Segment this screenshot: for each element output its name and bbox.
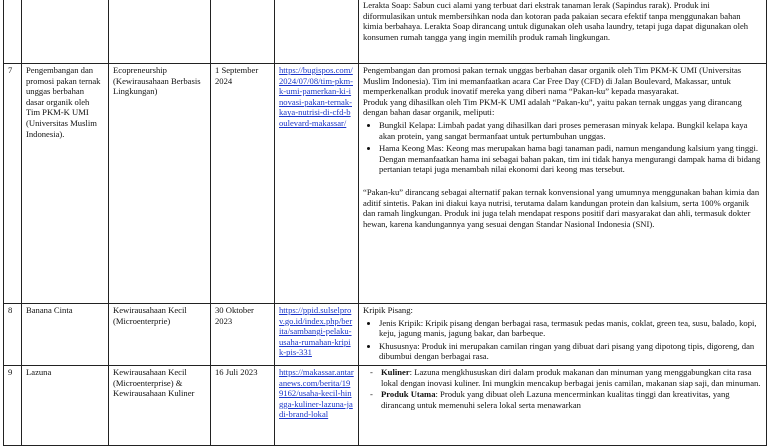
cell-description: [359, 304, 767, 366]
list-item: [381, 367, 762, 388]
bullet-list: [363, 120, 762, 175]
bullet-list: [363, 318, 762, 362]
cell-category: Kewirausahaan Kecil (Microenterprise) & Kewirausahaan Kuliner: [109, 366, 211, 446]
description-intro: Kripik Pisang:: [363, 305, 413, 315]
table-row: [4, 366, 767, 446]
item-heading: Kuliner: [381, 367, 410, 377]
list-item: • Jenis Kripik: Kripik pisang dengan berbagai rasa, termasuk pedas manis, coklat, green tea, susu, balado, kopi, keju, jagung manis, jagung bakar, dan barbeque.: [379, 318, 762, 339]
item-heading: Produk Utama: [381, 389, 436, 400]
list-item: • Bungkil Kelapa: Limbah padat yang dihasilkan dari proses pemerasan minyak kelapa. Bungkil kelapa kaya akan protein, yang sangat bermanfaat untuk pertumbuhan unggas.: [379, 120, 762, 141]
cell-description: [359, 64, 767, 304]
list-item: [381, 389, 762, 410]
table-row: [4, 64, 767, 304]
cell-url: [275, 366, 359, 446]
cell-no: 8: [4, 304, 22, 366]
cell-name: Banana Cinta: [22, 304, 109, 366]
list-item: • Khususnya: Produk ini merupakan camilan ringan yang dibuat dari pisang yang dipotong tipis, digoreng, dan dibumbui dengan berbagai rasa.: [379, 341, 762, 362]
cell-description: [359, 366, 767, 446]
cell-no: [4, 0, 22, 64]
cell-name: [22, 0, 109, 64]
dash-list: [363, 367, 762, 410]
cell-date: [211, 0, 275, 64]
description-paragraph: Produk yang dihasilkan oleh Tim PKM-K UMI adalah “Pakan-ku”, yaitu pakan ternak unggas yang dirancang dengan bahan dasar organik, meliputi:: [363, 96, 742, 118]
cell-category: [109, 0, 211, 64]
cell-name: Pengembangan dan promosi pakan ternak unggas berbahan dasar organik oleh Tim PKM-K UMI (Universitas Muslim Indonesia).: [22, 64, 109, 304]
cell-description: [359, 0, 767, 64]
table-row: [4, 304, 767, 366]
list-item: • Hama Keong Mas: Keong mas merupakan hama bagi tanaman padi, namun mengandung kalsium yang tinggi. Dengan memanfaatkan hama ini sebagai bahan pakan, tim ini tidak hanya mengurangi dampak hama di bidang pertanian tetapi juga menambah nilai ekonomi dari keong mas tersebut.: [379, 143, 762, 175]
cell-no: 9: [4, 366, 22, 446]
description-paragraph: Pengembangan dan promosi pakan ternak unggas berbahan dasar organik oleh Tim PKM-K UMI (Universitas Muslim Indonesia). Tim ini memanfaatkan acara Car Free Day (CFD) di Jalan Boulevard, Makassar, untuk memperkenalkan produk inovatif mereka yang diberi nama “Pakan-ku” kepada masyarakat.: [363, 65, 742, 97]
cell-url: [275, 64, 359, 304]
cell-date: 30 Oktober 2023: [211, 304, 275, 366]
cell-name: Lazuna: [22, 366, 109, 446]
source-link[interactable]: https://bugispos.com/2024/07/08/tim-pkm-k-umi-pamerkan-ki-inovasi-pakan-ternak-kaya-nutrisi-di-cfd-boulevard-makassar/: [279, 65, 353, 128]
source-link[interactable]: https://makassar.antaranews.com/berita/199162/usaha-kecil-hingga-kuliner-lazuna-jadi-brand-lokal: [279, 367, 354, 420]
item-text: : Produk yang dibuat oleh Lazuna mencerminkan kualitas tinggi dan kreativitas, yang dirancang untuk memenuhi selera lokal serta menawarkan: [381, 389, 730, 410]
description-paragraph: “Pakan-ku” dirancang sebagai alternatif pakan ternak konvensional yang umumnya menggunakan bahan kimia dan aditif sintetis. Pakan ini diakui kaya nutrisi, terutama dalam kandungan protein dan kalsium, serta 100% organik dan ramah lingkungan. Produk ini juga telah mendapat respons positif dari masyarakat dan ahli, termasuk dokter hewan, karena kandungannya yang sesuai dengan Standar Nasional Indonesia (SNI).: [363, 186, 760, 229]
entrepreneurship-table: [3, 0, 767, 446]
cell-url: [275, 0, 359, 64]
cell-category: Ecopreneurship (Kewirausahaan Berbasis Lingkungan): [109, 64, 211, 304]
cell-url: [275, 304, 359, 366]
table-row: [4, 0, 767, 64]
cell-date: 1 September 2024: [211, 64, 275, 304]
cell-no: 7: [4, 64, 22, 304]
cell-category: Kewirausahaan Kecil (Microenterprie): [109, 304, 211, 366]
description-paragraph: Lerakta Soap: Sabun cuci alami yang terbuat dari ekstrak tanaman lerak (Sapindus rarak). Produk ini diformulasikan untuk membersihkan noda dan kotoran pada pakaian secara efektif tanpa menggunakan bahan kimia berbahaya. Lerakta Soap dirancang untuk digunakan oleh usaha laundry, tetapi juga dapat digunakan oleh konsumen rumah tangga yang ingin memilih produk ramah lingkungan.: [363, 0, 749, 42]
item-text: : Lazuna mengkhususkan diri dalam produk makanan dan minuman yang menggabungkan cita rasa lokal dengan inovasi kuliner. Ini mungkin mencakup berbagai jenis camilan, makanan siap saji, dan minuman.: [381, 367, 761, 388]
source-link[interactable]: https://ppid.sulselprov.go.id/index.php/berita/sambangi-pelaku-usaha-rumahan-kripik-pis-331: [279, 305, 353, 358]
cell-date: 16 Juli 2023: [211, 366, 275, 446]
